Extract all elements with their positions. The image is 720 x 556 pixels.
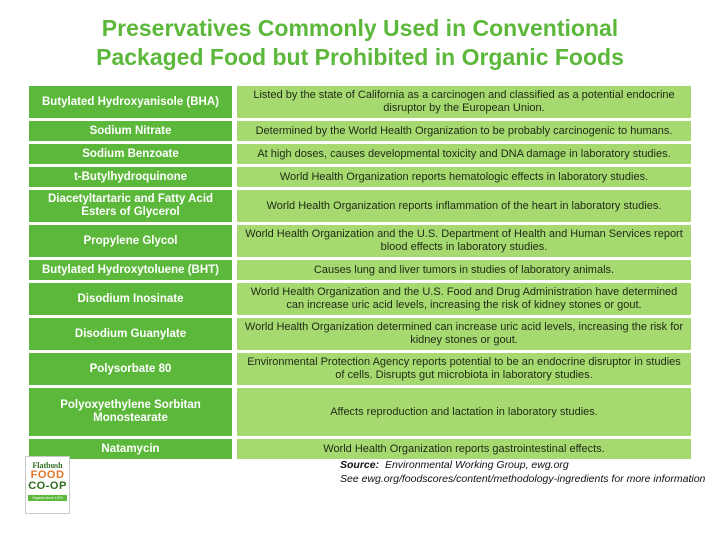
- preservative-effect: World Health Organization reports gastrointestinal effects.: [237, 439, 691, 459]
- preservative-effect: World Health Organization reports inflammation of the heart in laboratory studies.: [237, 190, 691, 222]
- table-row: [29, 225, 691, 257]
- preservative-effect: At high doses, causes developmental toxicity and DNA damage in laboratory studies.: [237, 144, 691, 164]
- table-row: [29, 121, 691, 141]
- logo-line-3: CO-OP: [28, 480, 67, 492]
- preservative-name: Polyoxyethylene Sorbitan Monostearate: [29, 388, 232, 436]
- preservative-name: Disodium Inosinate: [29, 283, 232, 315]
- preservative-effect: Determined by the World Health Organization to be probably carcinogenic to humans.: [237, 121, 691, 141]
- table-row: [29, 283, 691, 315]
- table-row: [29, 260, 691, 280]
- title-line-2: Packaged Food but Prohibited in Organic Foods: [96, 44, 624, 70]
- preservative-effect: Affects reproduction and lactation in laboratory studies.: [237, 388, 691, 436]
- preservative-name: Polysorbate 80: [29, 353, 232, 385]
- methodology-note: See ewg.org/foodscores/content/methodology-ingredients for more information: [340, 473, 706, 485]
- preservatives-table: [29, 86, 691, 462]
- preservative-effect: Listed by the state of California as a carcinogen and classified as a potential endocrine disruptor by the European Union.: [237, 86, 691, 118]
- preservative-effect: World Health Organization reports hematologic effects in laboratory studies.: [237, 167, 691, 187]
- table-row: [29, 144, 691, 164]
- table-row: [29, 190, 691, 222]
- preservative-name: Butylated Hydroxytoluene (BHT): [29, 260, 232, 280]
- preservative-effect: Causes lung and liver tumors in studies of laboratory animals.: [237, 260, 691, 280]
- table-row: [29, 439, 691, 459]
- table-row: [29, 388, 691, 436]
- preservative-effect: World Health Organization determined can increase uric acid levels, increasing the risk for kidney stones or gout.: [237, 318, 691, 350]
- source-note: [340, 458, 705, 486]
- table-row: [29, 353, 691, 385]
- title-line-1: Preservatives Commonly Used in Conventional: [101, 15, 619, 41]
- table-row: [29, 86, 691, 118]
- logo-tagline: Organic since 1976: [28, 495, 67, 501]
- preservative-name: Natamycin: [29, 439, 232, 459]
- preservative-name: Disodium Guanylate: [29, 318, 232, 350]
- flatbush-food-coop-logo: [25, 456, 70, 514]
- table-row: [29, 318, 691, 350]
- preservative-name: Sodium Nitrate: [29, 121, 232, 141]
- preservative-name: Butylated Hydroxyanisole (BHA): [29, 86, 232, 118]
- preservative-name: t-Butylhydroquinone: [29, 167, 232, 187]
- table-row: [29, 167, 691, 187]
- page-title: [0, 14, 720, 72]
- preservative-effect: Environmental Protection Agency reports potential to be an endocrine disruptor in studies of cells. Disrupts gut microbiota in laboratory studies.: [237, 353, 691, 385]
- preservative-effect: World Health Organization and the U.S. Department of Health and Human Services report blood effects in laboratory studies.: [237, 225, 691, 257]
- logo-line-2: FOOD: [30, 469, 65, 481]
- source-text: Environmental Working Group, ewg.org: [384, 459, 569, 471]
- source-label: Source:: [340, 459, 380, 471]
- preservative-name: Sodium Benzoate: [29, 144, 232, 164]
- preservative-name: Diacetyltartaric and Fatty Acid Esters of Glycerol: [29, 190, 232, 222]
- logo-line-1: Flatbush: [32, 461, 63, 470]
- preservative-name: Propylene Glycol: [29, 225, 232, 257]
- preservative-effect: World Health Organization and the U.S. Food and Drug Administration have determined can increase uric acid levels, increasing the risk of kidney stones or gout.: [237, 283, 691, 315]
